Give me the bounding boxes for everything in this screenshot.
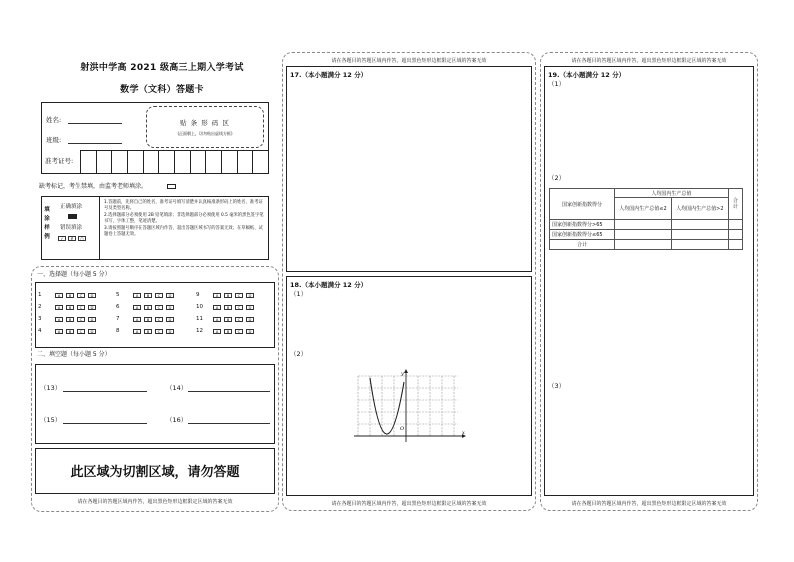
choice-bubble-a[interactable]: A <box>213 293 221 298</box>
choice-bubble-c[interactable]: C <box>235 329 243 334</box>
table-cell[interactable] <box>728 230 742 240</box>
table-cell[interactable] <box>615 230 672 240</box>
choice-row <box>38 328 96 334</box>
correct-label: 正确填涂 <box>60 204 83 210</box>
question-number: 4 <box>38 328 42 334</box>
choice-row <box>116 304 174 310</box>
blank-16-label: （16） <box>166 416 188 424</box>
choice-bubble-a[interactable]: A <box>133 293 141 298</box>
choice-row <box>196 292 254 298</box>
choice-bubble-d[interactable]: D <box>166 317 174 322</box>
question-number: 12 <box>196 328 203 334</box>
choice-bubble-b[interactable]: B <box>144 329 152 334</box>
question-number: 6 <box>116 304 120 310</box>
choice-bubble-c[interactable]: C <box>155 329 163 334</box>
choice-bubble-b[interactable]: B <box>66 317 74 322</box>
q17-title: 17.（本小题满分 12 分） <box>290 71 368 79</box>
y-axis-arrow <box>404 369 408 373</box>
table-row-1: 国家创新指数得分>65 <box>550 220 615 230</box>
absent-text: 缺考标记，考生禁填，由监考老师填涂。 <box>39 183 148 190</box>
q18-part1: （1） <box>290 290 308 298</box>
choice-bubble-c[interactable]: C <box>77 293 85 298</box>
question-number: 1 <box>38 292 42 298</box>
example-side-label-text: 填涂样例 <box>44 207 50 240</box>
choice-bubble-a[interactable]: A <box>133 305 141 310</box>
choice-bubble-a[interactable]: A <box>213 329 221 334</box>
choice-row <box>38 292 96 298</box>
class-field[interactable] <box>68 136 122 144</box>
choice-bubble-a[interactable]: A <box>55 293 63 298</box>
question-number: 2 <box>38 304 42 310</box>
q17-box <box>286 66 532 272</box>
choice-bubble-d[interactable]: D <box>88 329 96 334</box>
panel3-notice-bottom: 请在各题目的答题区域内作答，超出黑色矩形边框限定区域的答案无效 <box>571 501 727 507</box>
choice-bubble-c[interactable]: C <box>235 317 243 322</box>
table-cell[interactable] <box>615 220 672 230</box>
barcode-title: 贴 条 形 码 区 <box>180 119 230 127</box>
choice-row <box>196 328 254 334</box>
choice-bubble-b[interactable]: B <box>144 305 152 310</box>
blank-14-label: （14） <box>166 384 188 392</box>
table-row-3: 合计 <box>550 240 615 250</box>
choice-row <box>38 304 96 310</box>
choice-bubble-b[interactable]: B <box>144 317 152 322</box>
table-cell[interactable] <box>728 240 742 250</box>
choice-bubble-b[interactable]: B <box>66 329 74 334</box>
axis-y-label: y <box>401 371 404 377</box>
q19-part3: （3） <box>548 382 566 390</box>
absent-box[interactable] <box>167 184 176 189</box>
choice-bubble-d[interactable]: D <box>166 329 174 334</box>
name-label: 姓名: <box>46 116 62 124</box>
q19-table <box>549 188 743 250</box>
choice-bubble-c[interactable]: C <box>155 293 163 298</box>
wrong-mark-check: ✓ <box>58 236 66 241</box>
choice-bubble-b[interactable]: B <box>66 305 74 310</box>
choice-area <box>38 292 274 344</box>
choice-bubble-a[interactable]: A <box>55 305 63 310</box>
panel3-notice-top: 请在各题目的答题区域内作答，超出黑色矩形边框限定区域的答案无效 <box>571 58 727 64</box>
q19-part2: （2） <box>548 174 566 182</box>
choice-row <box>38 316 96 322</box>
choice-bubble-d[interactable]: D <box>166 305 174 310</box>
correct-mark <box>68 214 77 219</box>
choice-bubble-b[interactable]: B <box>66 293 74 298</box>
choice-bubble-d[interactable]: D <box>246 305 254 310</box>
blank-16-field[interactable] <box>188 416 270 424</box>
table-row-2: 国家创新指数得分≤65 <box>550 230 615 240</box>
choice-bubble-c[interactable]: C <box>235 293 243 298</box>
q18-graph <box>352 368 468 444</box>
blank-15-label: （15） <box>40 416 62 424</box>
q19-title: 19.（本小题满分 12 分） <box>548 71 626 79</box>
class-label: 班级: <box>46 136 62 144</box>
name-field[interactable] <box>68 116 122 124</box>
cut-area-text: 此区域为切割区域，请勿答题 <box>70 465 240 480</box>
q19-part1: （1） <box>548 80 566 88</box>
table-cell[interactable] <box>728 220 742 230</box>
choice-row <box>116 292 174 298</box>
section1-title: 一、选择题（每小题 5 分） <box>37 271 111 278</box>
wrong-mark-cross: ✗ <box>68 236 76 241</box>
note-1: 1.答题前，先将自己的姓名、准考证号填写清楚并认真核准条形码上的姓名、准考证号及类型名称。 <box>104 200 263 212</box>
table-cell[interactable] <box>671 220 728 230</box>
choice-bubble-c[interactable]: C <box>155 305 163 310</box>
exam-title: 射洪中学高 2021 级高三上期入学考试 <box>80 63 244 73</box>
choice-bubble-a[interactable]: A <box>55 317 63 322</box>
choice-bubble-a[interactable]: A <box>213 305 221 310</box>
choice-bubble-b[interactable]: B <box>224 305 232 310</box>
choice-bubble-a[interactable]: A <box>213 317 221 322</box>
choice-bubble-d[interactable]: D <box>246 329 254 334</box>
wrong-marks <box>58 236 86 241</box>
question-number: 9 <box>196 292 200 298</box>
table-total-col <box>728 189 742 220</box>
question-number: 11 <box>196 316 203 322</box>
table-col1: 人均国内生产总值≤2 <box>615 198 672 220</box>
id-label: 准考证号: <box>45 157 74 165</box>
origin-label: O <box>400 426 405 432</box>
choice-bubble-d[interactable]: D <box>166 293 174 298</box>
note-2: 2.选择题部分必须使用 2B 铅笔填涂；非选择题部分必须使用 0.5 毫米的黑色签字笔书写，字体工整，笔迹清楚。 <box>104 212 264 225</box>
question-number: 10 <box>196 304 203 310</box>
barcode-note: (正面朝上，切勿贴出虚线方框) <box>177 131 233 136</box>
blank-15-field[interactable] <box>63 416 147 424</box>
choice-bubble-d[interactable]: D <box>88 305 96 310</box>
choice-bubble-c[interactable]: C <box>77 329 85 334</box>
choice-bubble-d[interactable]: D <box>246 293 254 298</box>
blank-13-label: （13） <box>40 384 62 392</box>
section2-title: 二、填空题（每小题 5 分） <box>37 351 111 358</box>
panel2-notice-top: 请在各题目的答题区域内作答，超出黑色矩形边框限定区域的答案无效 <box>331 58 487 64</box>
table-cell[interactable] <box>671 240 728 250</box>
parabola-curve <box>370 378 404 434</box>
choice-bubble-b[interactable]: B <box>224 329 232 334</box>
table-row-header: 国家创新指数得分 <box>550 189 615 220</box>
choice-bubble-b[interactable]: B <box>224 293 232 298</box>
question-number: 7 <box>116 316 120 322</box>
choice-bubble-b[interactable]: B <box>144 293 152 298</box>
axis-x-label: x <box>462 430 465 436</box>
panel2-notice-bottom: 请在各题目的答题区域内作答，超出黑色矩形边框限定区域的答案无效 <box>331 501 487 507</box>
choice-bubble-c[interactable]: C <box>235 305 243 310</box>
choice-bubble-a[interactable]: A <box>55 329 63 334</box>
table-cell[interactable] <box>615 240 672 250</box>
panel1-notice-bottom: 请在各题目的答题区域内作答，超出黑色矩形边框限定区域的答案无效 <box>77 499 233 505</box>
fill-box <box>35 364 275 444</box>
exam-subtitle: 数学（文科）答题卡 <box>120 85 204 95</box>
table-col2: 人均国内生产总值>2 <box>671 198 728 220</box>
table-group-header: 人均国内生产总值 <box>615 189 729 198</box>
graph-grid <box>358 376 458 436</box>
choice-row <box>196 316 254 322</box>
question-number: 3 <box>38 316 42 322</box>
q18-part2: （2） <box>290 350 308 358</box>
choice-row <box>196 304 254 310</box>
blank-13-field[interactable] <box>63 384 147 392</box>
choice-bubble-d[interactable]: D <box>88 293 96 298</box>
choice-row <box>116 328 174 334</box>
wrong-mark-circle: ○ <box>78 236 86 241</box>
choice-bubble-d[interactable]: D <box>246 317 254 322</box>
choice-bubble-a[interactable]: A <box>133 317 141 322</box>
question-number: 5 <box>116 292 120 298</box>
notes <box>104 200 266 238</box>
choice-bubble-a[interactable]: A <box>133 329 141 334</box>
choice-bubble-b[interactable]: B <box>224 317 232 322</box>
table-total-col-text: 合计 <box>732 198 738 210</box>
choice-row <box>116 316 174 322</box>
question-number: 8 <box>116 328 120 334</box>
table-cell[interactable] <box>671 230 728 240</box>
q18-title: 18.（本小题满分 12 分） <box>290 281 368 289</box>
choice-bubble-c[interactable]: C <box>155 317 163 322</box>
choice-bubble-d[interactable]: D <box>88 317 96 322</box>
example-side-label <box>43 206 51 242</box>
note-3: 3.请按照题号顺序在答题区域内作答，超出答题区域书写的答案无效；在草稿纸、试题卷上答题无效。 <box>104 225 263 238</box>
id-grid[interactable] <box>80 150 268 173</box>
example-divider <box>99 196 100 260</box>
q19-box <box>544 66 754 496</box>
wrong-label: 错误填涂 <box>60 225 83 231</box>
choice-bubble-c[interactable]: C <box>77 305 85 310</box>
barcode-area <box>146 106 264 148</box>
blank-14-field[interactable] <box>188 384 270 392</box>
choice-bubble-c[interactable]: C <box>77 317 85 322</box>
